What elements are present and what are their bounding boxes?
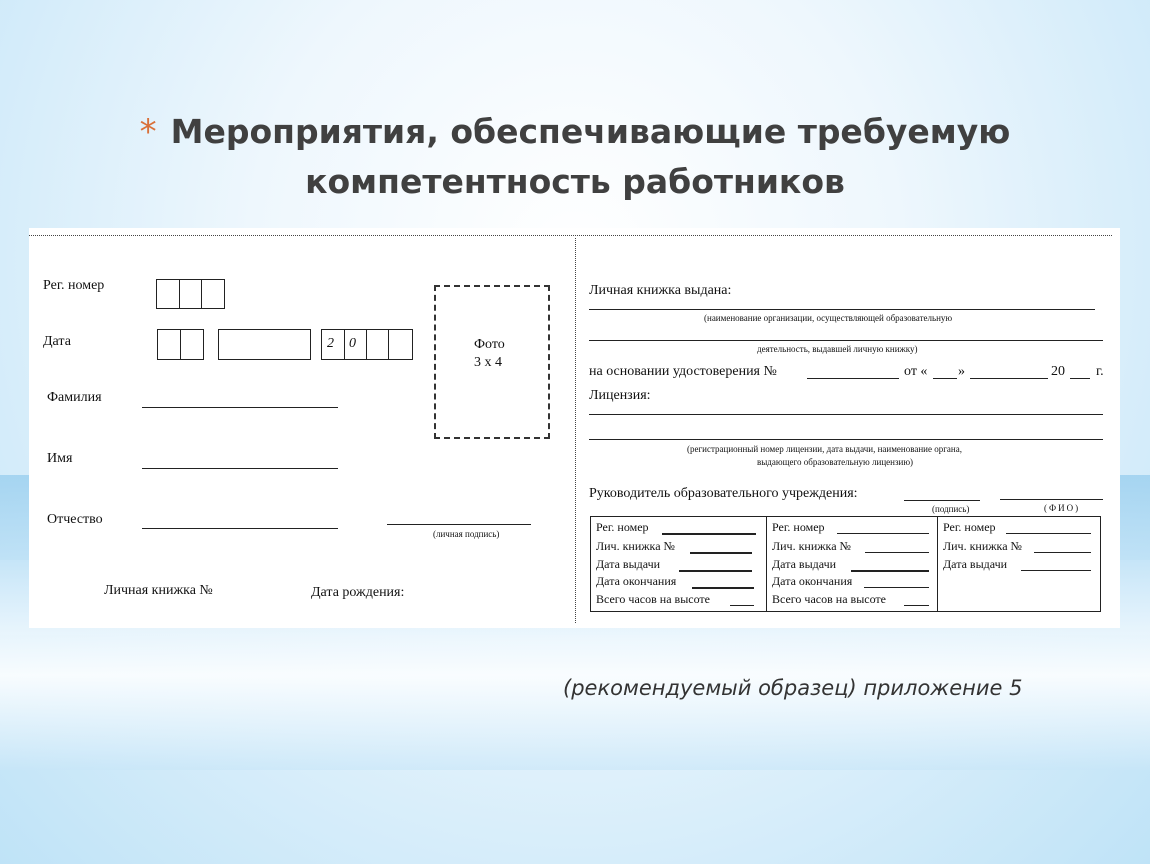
patronymic-line — [142, 528, 338, 529]
head-label: Руководитель образовательного учреждения: — [589, 486, 858, 501]
title-text-1: Мероприятия, обеспечивающие требуемую — [170, 112, 1011, 151]
table-col-divider-2 — [937, 517, 938, 611]
signature-caption: (личная подпись) — [433, 529, 500, 539]
basis-year: 20 — [1051, 364, 1065, 379]
book-number-label: Личная книжка № — [104, 583, 213, 598]
org-caption-2: деятельность, выдавшей личную книжку) — [757, 344, 918, 354]
license-line-1 — [589, 414, 1103, 415]
reg-number-label: Рег. номер — [43, 278, 105, 293]
t3-book: Лич. книжка № — [943, 539, 1022, 553]
t2-issue: Дата выдачи — [772, 557, 837, 571]
t1-hours-line — [730, 605, 754, 606]
t2-hours-line — [904, 605, 929, 606]
t1-issue: Дата выдачи — [596, 557, 661, 571]
year-digit-2: 2 — [327, 336, 334, 351]
personal-book-form — [29, 228, 1120, 628]
basis-number-line — [807, 378, 899, 379]
birth-date-label: Дата рождения: — [311, 585, 405, 600]
basis-year-line — [1070, 378, 1090, 379]
year-digit-0: 0 — [349, 336, 356, 351]
t3-issue: Дата выдачи — [943, 557, 1008, 571]
slide-caption: (рекомендуемый образец) приложение 5 — [563, 676, 1023, 700]
head-sign-line — [904, 500, 980, 501]
hours-table — [590, 516, 1101, 612]
t1-end-line — [692, 587, 754, 589]
signature-line — [387, 524, 531, 525]
org-caption: (наименование организации, осуществляющей образовательную — [704, 313, 953, 323]
t2-reg: Рег. номер — [772, 520, 825, 534]
license-caption-2: выдающего образовательную лицензию) — [757, 457, 914, 467]
basis-day-line — [933, 378, 957, 379]
issued-by-label: Личная книжка выдана: — [589, 283, 732, 298]
basis-g: г. — [1096, 364, 1104, 379]
t1-hours: Всего часов на высоте — [596, 592, 710, 606]
t3-reg: Рег. номер — [943, 520, 996, 534]
patronymic-label: Отчество — [47, 512, 103, 527]
surname-line — [142, 407, 338, 408]
photo-placeholder — [434, 285, 550, 439]
date-year-boxes — [321, 329, 413, 360]
t3-issue-line — [1021, 570, 1091, 571]
org-line-2 — [589, 340, 1103, 341]
t1-reg: Рег. номер — [596, 520, 649, 534]
date-label: Дата — [43, 334, 71, 349]
slide-title-line1 — [0, 112, 1150, 152]
slide-title-line2: компетентность работников — [305, 162, 845, 201]
surname-label: Фамилия — [47, 390, 102, 405]
reg-number-boxes — [156, 279, 225, 309]
t3-book-line — [1034, 552, 1091, 553]
date-day-boxes — [157, 329, 204, 360]
t1-end: Дата окончания — [596, 574, 677, 588]
photo-size: 3 х 4 — [474, 355, 502, 370]
table-col-divider-1 — [766, 517, 767, 611]
t2-hours: Всего часов на высоте — [772, 592, 886, 606]
photo-label: Фото — [474, 337, 505, 352]
t2-issue-line — [851, 570, 929, 572]
license-label: Лицензия: — [589, 388, 651, 403]
t1-book: Лич. книжка № — [596, 539, 675, 553]
license-caption: (регистрационный номер лицензии, дата выдачи, наименование органа, — [687, 444, 962, 454]
name-line — [142, 468, 338, 469]
t2-end: Дата окончания — [772, 574, 853, 588]
t1-book-line — [690, 552, 752, 554]
fio-caption: (ФИО) — [1044, 503, 1081, 513]
t1-issue-line — [679, 570, 752, 572]
t2-book: Лич. книжка № — [772, 539, 851, 553]
t2-end-line — [864, 587, 929, 588]
name-label: Имя — [47, 451, 73, 466]
t2-reg-line — [837, 533, 929, 534]
basis-month-line — [970, 378, 1048, 379]
bullet-star: * — [139, 112, 157, 152]
fold-dotted-line — [575, 238, 576, 623]
t1-reg-line — [662, 533, 756, 535]
basis-from: от « — [904, 364, 928, 379]
t2-book-line — [865, 552, 929, 553]
license-line-2 — [589, 439, 1103, 440]
top-dotted-border — [29, 235, 1112, 236]
basis-quote-close: » — [958, 364, 965, 379]
t3-reg-line — [1006, 533, 1091, 534]
head-fio-line — [1000, 499, 1103, 500]
basis-label: на основании удостоверения № — [589, 364, 777, 379]
date-month-box — [218, 329, 311, 360]
sign-caption: (подпись) — [932, 504, 970, 514]
issued-by-line — [589, 309, 1095, 310]
